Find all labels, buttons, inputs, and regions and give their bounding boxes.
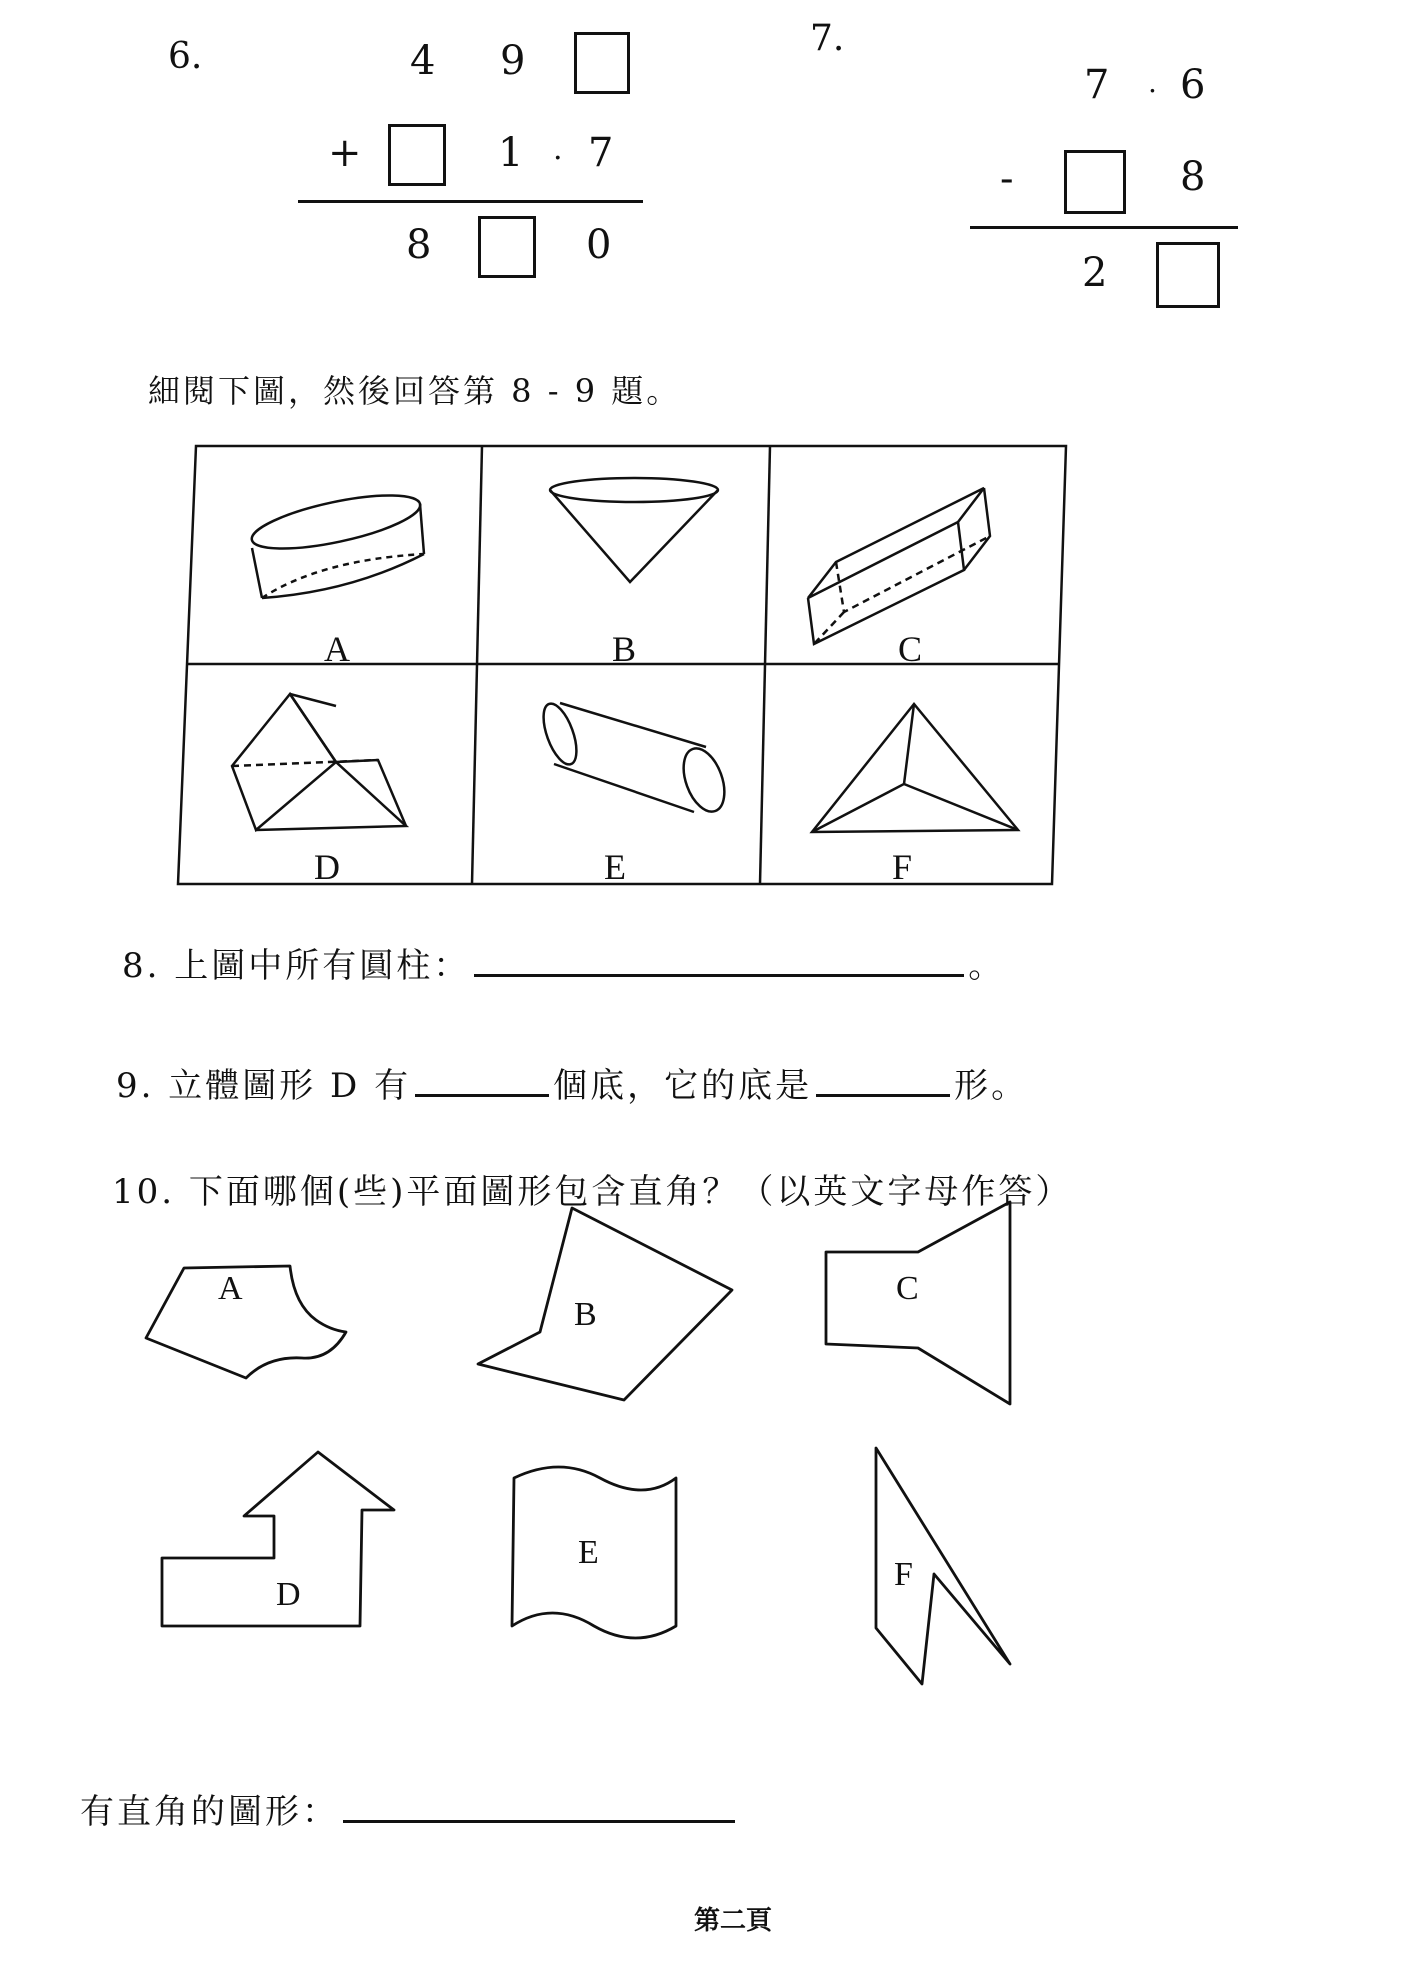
- shape-label: F: [894, 1556, 913, 1593]
- q9-count-blank[interactable]: [415, 1094, 549, 1097]
- shape-label: A: [218, 1270, 243, 1307]
- shape-a: [146, 1266, 346, 1378]
- q6-digit: 8: [406, 222, 432, 268]
- answer-blank[interactable]: [343, 1820, 735, 1823]
- q6-digit: 0: [586, 222, 612, 268]
- solid-a-cylinder: [248, 485, 425, 598]
- q6-digit: 7: [588, 130, 614, 176]
- solid-b-cone: [550, 478, 718, 582]
- q8-prompt: 8. 上圖中所有圓柱：: [122, 946, 471, 986]
- q7-dot: .: [1148, 66, 1157, 99]
- q10-text: 10. 下面哪個(些)平面圖形包含直角？（以英文字母作答）: [112, 1172, 1073, 1212]
- q9-shape-blank[interactable]: [816, 1094, 950, 1097]
- shape-label: D: [276, 1576, 301, 1613]
- instruction-text: 細閱下圖，然後回答第 8 - 9 題。: [148, 372, 682, 410]
- q9-prompt-part1: 9. 立體圖形 D 有: [116, 1066, 412, 1106]
- shape-label: C: [896, 1270, 919, 1307]
- q6-digit: 9: [500, 38, 526, 84]
- q6-digit: 4: [410, 38, 436, 84]
- q9-prompt-part3: 形。: [954, 1066, 1029, 1106]
- solid-label: A: [324, 629, 350, 669]
- answer-row: [80, 1784, 739, 1833]
- q6-number: 6.: [168, 36, 203, 77]
- solid-label: E: [604, 847, 626, 887]
- solids-grid: [0, 0, 1422, 900]
- q8-end: 。: [968, 946, 1006, 986]
- q7-digit: 8: [1180, 154, 1206, 200]
- q8-text: [122, 938, 1005, 987]
- solid-label: B: [612, 629, 637, 669]
- shape-label: E: [578, 1534, 599, 1571]
- q7-number: 7.: [810, 18, 845, 59]
- q7-digit: 2: [1082, 250, 1108, 296]
- q9-text: [116, 1058, 1028, 1107]
- q9-prompt-part2: 個底，它的底是: [553, 1066, 813, 1106]
- page-number: 第二頁: [694, 1906, 773, 1936]
- q8-answer-blank[interactable]: [474, 974, 964, 977]
- solid-f-pyramid: [812, 704, 1018, 832]
- solid-label: C: [898, 629, 923, 669]
- solid-d-triangular-prism: [232, 694, 406, 830]
- q7-digit: 6: [1180, 62, 1206, 108]
- solid-label: F: [892, 847, 913, 887]
- solid-label: D: [314, 847, 340, 887]
- q6-digit: 1: [498, 130, 524, 176]
- q7-digit: 7: [1084, 62, 1110, 108]
- q6-plus-sign: +: [328, 130, 362, 176]
- shape-b: [478, 1208, 732, 1400]
- q7-minus-sign: -: [1000, 156, 1014, 202]
- answer-label: 有直角的圖形：: [80, 1792, 339, 1832]
- solid-c-cuboid: [808, 488, 990, 644]
- shape-label: B: [574, 1296, 597, 1333]
- solid-e-cylinder: [537, 699, 732, 817]
- q6-dot: .: [553, 132, 563, 167]
- plane-shapes: [0, 1180, 1422, 1740]
